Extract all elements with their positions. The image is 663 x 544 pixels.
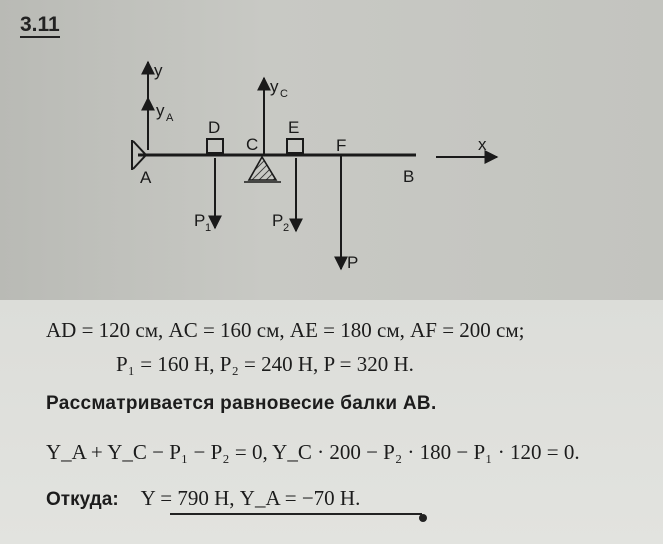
label-reaction-ya: y xyxy=(156,101,165,120)
label-force-p: P xyxy=(347,253,359,272)
label-force-p2-sub: 2 xyxy=(283,222,290,234)
given-forces: P₁ = 160 Н, P₂ = 240 Н, P = 320 Н. xyxy=(116,352,414,376)
label-point-f: F xyxy=(336,136,347,155)
label-reaction-yc: y xyxy=(270,77,279,96)
label-point-d: D xyxy=(208,118,221,137)
label-force-p1: P xyxy=(194,211,206,230)
answer-underline xyxy=(170,513,422,515)
answer-end-dot xyxy=(419,514,427,522)
equilibrium-equations: Y_A + Y_C − P₁ − P₂ = 0, Y_C · 200 − P₂ · 180 − P₁ · 120 = 0. xyxy=(46,440,580,464)
label-reaction-ya-sub: A xyxy=(166,112,174,124)
load-block-e xyxy=(287,139,303,153)
label-force-p1-sub: 1 xyxy=(205,222,212,234)
label-axis-y: y xyxy=(154,61,163,80)
answer-line xyxy=(46,486,360,511)
label-point-e: E xyxy=(288,118,300,137)
label-point-a: A xyxy=(140,168,152,187)
answer-label: Откуда: xyxy=(46,489,119,510)
support-c xyxy=(244,157,281,182)
problem-number: 3.11 xyxy=(20,13,60,36)
solution-statement: Рассматривается равновесие балки AB. xyxy=(46,393,437,414)
load-block-d xyxy=(207,139,223,153)
given-distances: AD = 120 см, AC = 160 см, AE = 180 см, AF = 200 см; xyxy=(46,318,525,342)
label-force-p2: P xyxy=(272,211,284,230)
label-point-b: B xyxy=(403,167,415,186)
answer-values: Y = 790 Н, Y_A = −70 Н. xyxy=(140,486,361,510)
label-point-c: C xyxy=(246,135,259,154)
label-reaction-yc-sub: C xyxy=(280,88,288,100)
label-axis-x: x xyxy=(478,135,487,154)
